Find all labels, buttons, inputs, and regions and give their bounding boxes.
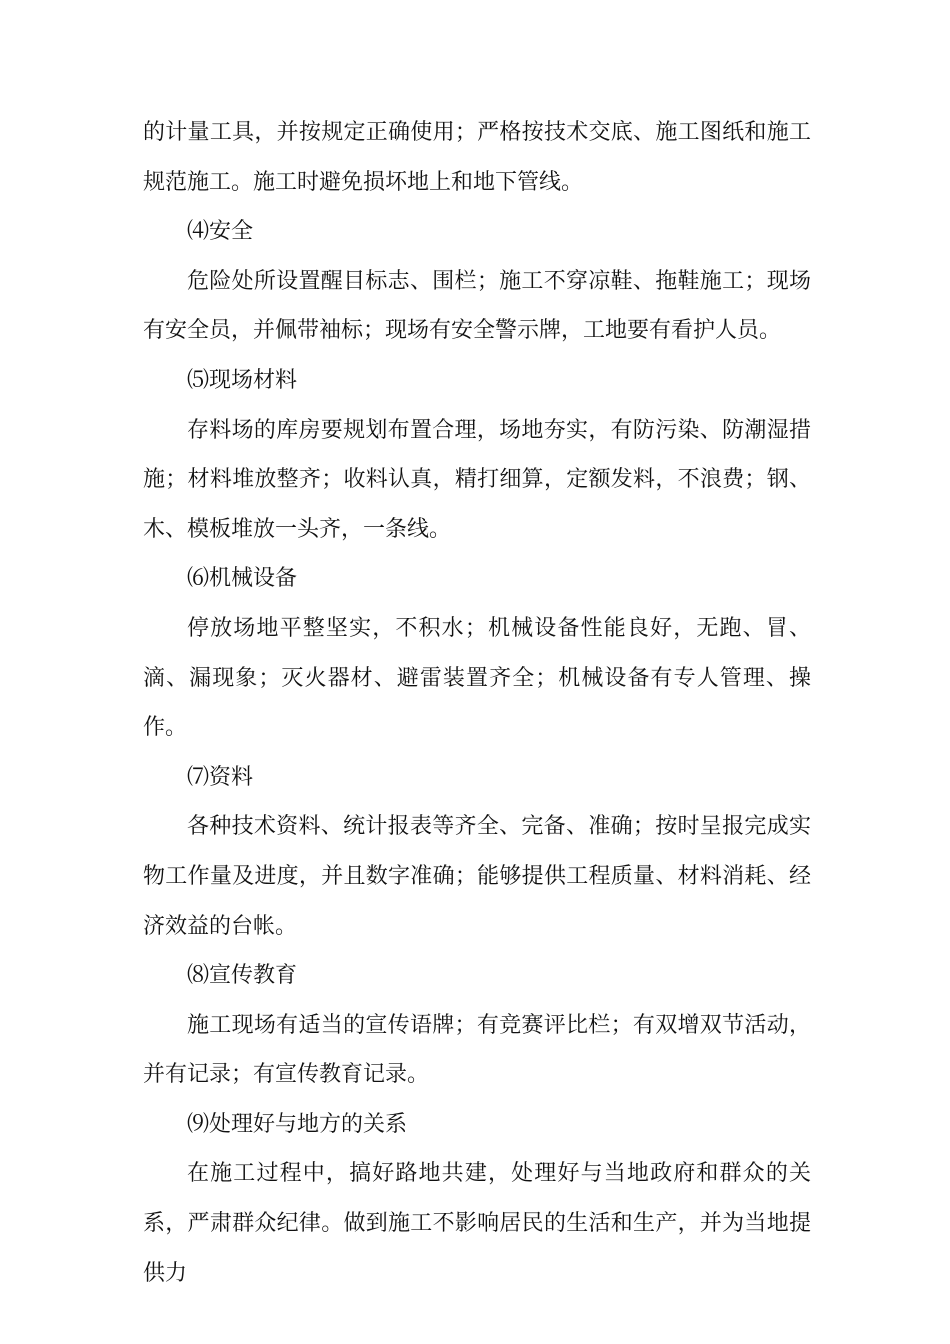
heading-local-relations: ⑼处理好与地方的关系 xyxy=(187,1111,408,1137)
paragraph-local-relations: 在施工过程中，搞好路地共建，处理好与当地政府和群众的关系，严肃群众纪律。做到施工不影响居民的生活和生产，并为当地提供力 xyxy=(143,1161,811,1286)
heading-site-materials: ⑸现场材料 xyxy=(187,367,298,393)
paragraph-site-materials: 存料场的库房要规划布置合理，场地夯实，有防污染、防潮湿措施；材料堆放整齐；收料认真，精打细算，定额发料，不浪费；钢、木、模板堆放一头齐，一条线。 xyxy=(143,417,811,542)
paragraph-continued-measurement-tools: 的计量工具，并按规定正确使用；严格按技术交底、施工图纸和施工规范施工。施工时避免损坏地上和地下管线。 xyxy=(143,120,811,195)
paragraph-safety: 危险处所设置醒目标志、围栏；施工不穿凉鞋、拖鞋施工；现场有安全员，并佩带袖标；现场有安全警示牌，工地要有看护人员。 xyxy=(143,268,811,344)
heading-publicity-education: ⑻宣传教育 xyxy=(187,963,298,989)
document-body xyxy=(143,108,811,1298)
paragraph-documents: 各种技术资料、统计报表等齐全、完备、准确；按时呈报完成实物工作量及进度，并且数字准确；能够提供工程质量、材料消耗、经济效益的台帐。 xyxy=(143,814,811,939)
paragraph-machinery: 停放场地平整坚实，不积水；机械设备性能良好，无跑、冒、滴、漏现象；灭火器材、避雷装置齐全；机械设备有专人管理、操作。 xyxy=(143,615,811,741)
heading-documents: ⑺资料 xyxy=(187,764,254,790)
paragraph-publicity-education: 施工现场有适当的宣传语牌；有竞赛评比栏；有双增双节活动，并有记录；有宣传教育记录。 xyxy=(143,1012,811,1088)
heading-machinery: ⑹机械设备 xyxy=(187,566,298,592)
heading-safety: ⑷安全 xyxy=(187,219,254,245)
